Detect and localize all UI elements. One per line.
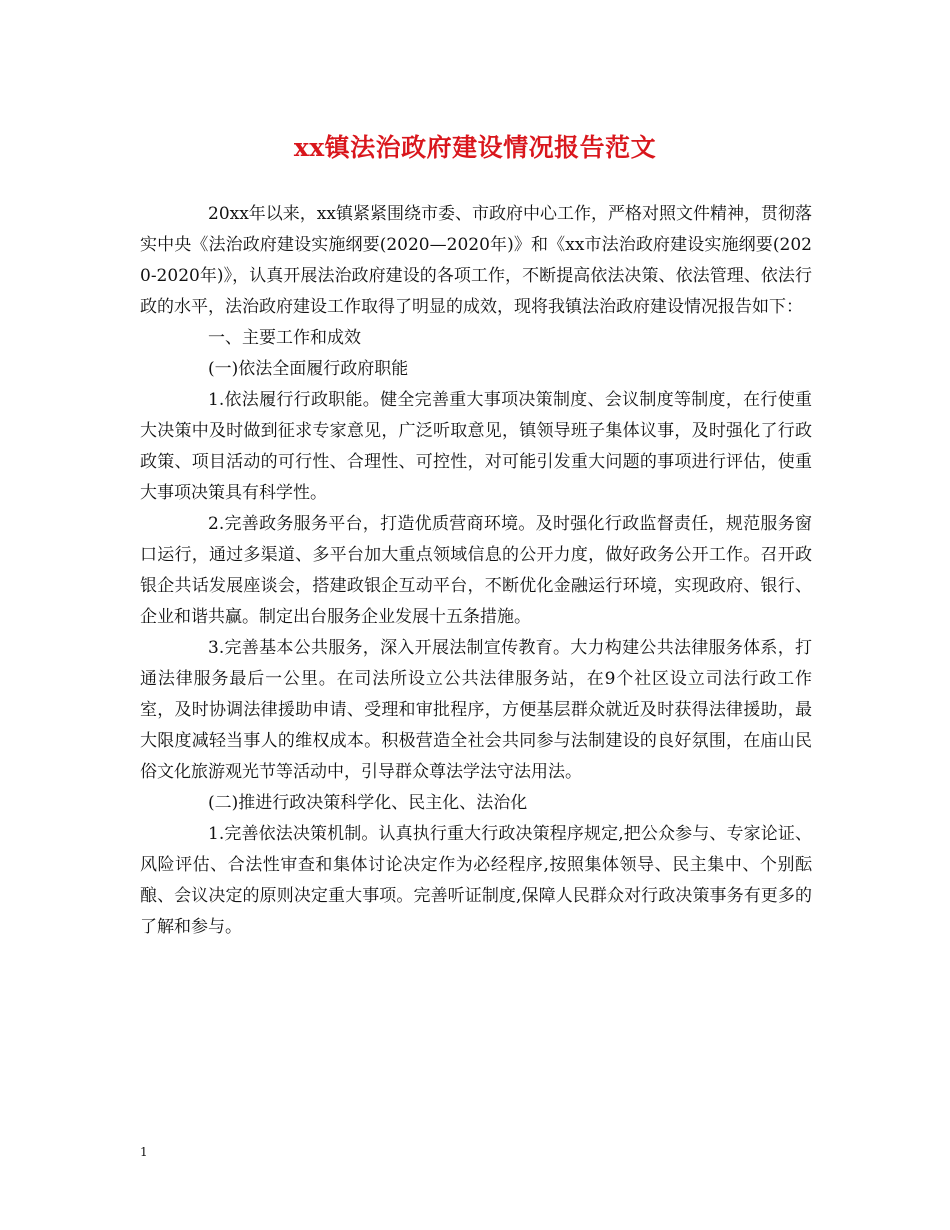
subsection-heading-2: (二)推进行政决策科学化、民主化、法治化 xyxy=(208,793,528,813)
paragraph-item-1-2: 2.完善政务服务平台，打造优质营商环境。及时强化行政监督责任，规范服务窗口运行，通过多渠道、多平台加大重点领域信息的公开力度，做好政务公开工作。召开政银企共话发展座谈会，搭建政银企互动平台，不断优化金融运行环境，实现政府、银行、企业和谐共赢。制定出台服务企业发展十五条措施。 xyxy=(140,514,812,627)
section-heading-main-work: 一、主要工作和成效 xyxy=(208,328,361,348)
paragraph-item-1-1: 1.依法履行行政职能。健全完善重大事项决策制度、会议制度等制度，在行使重大决策中及时做到征求专家意见，广泛听取意见，镇领导班子集体议事，及时强化了行政政策、项目活动的可行性、合理性、可控性，对可能引发重大问题的事项进行评估，使重大事项决策具有科学性。 xyxy=(140,390,812,503)
document-body xyxy=(140,199,812,943)
document-title: xx镇法治政府建设情况报告范文 xyxy=(293,133,657,162)
intro-paragraph: 20xx年以来，xx镇紧紧围绕市委、市政府中心工作，严格对照文件精神，贯彻落实中央《法治政府建设实施纲要(2020—2020年)》和《xx市法治政府建设实施纲要(2020-2020年)》，认真开展法治政府建设的各项工作，不断提高依法决策、依法管理、依法行政的水平，法治政府建设工作取得了明显的成效，现将我镇法治政府建设情况报告如下： xyxy=(140,204,812,317)
page-number: 1 xyxy=(140,1145,148,1159)
paragraph-item-1-3: 3.完善基本公共服务，深入开展法制宣传教育。大力构建公共法律服务体系，打通法律服务最后一公里。在司法所设立公共法律服务站，在9个社区设立司法行政工作室，及时协调法律援助申请、受理和审批程序，方便基层群众就近及时获得法律援助，最大限度减轻当事人的维权成本。积极营造全社会共同参与法制建设的良好氛围，在庙山民俗文化旅游观光节等活动中，引导群众尊法学法守法用法。 xyxy=(140,638,812,782)
paragraph-item-2-1: 1.完善依法决策机制。认真执行重大行政决策程序规定,把公众参与、专家论证、风险评估、合法性审查和集体讨论决定作为必经程序,按照集体领导、民主集中、个别酝酿、会议决定的原则决定重大事项。完善听证制度,保障人民群众对行政决策事务有更多的了解和参与。 xyxy=(140,824,812,937)
subsection-heading-1: (一)依法全面履行政府职能 xyxy=(208,359,409,379)
